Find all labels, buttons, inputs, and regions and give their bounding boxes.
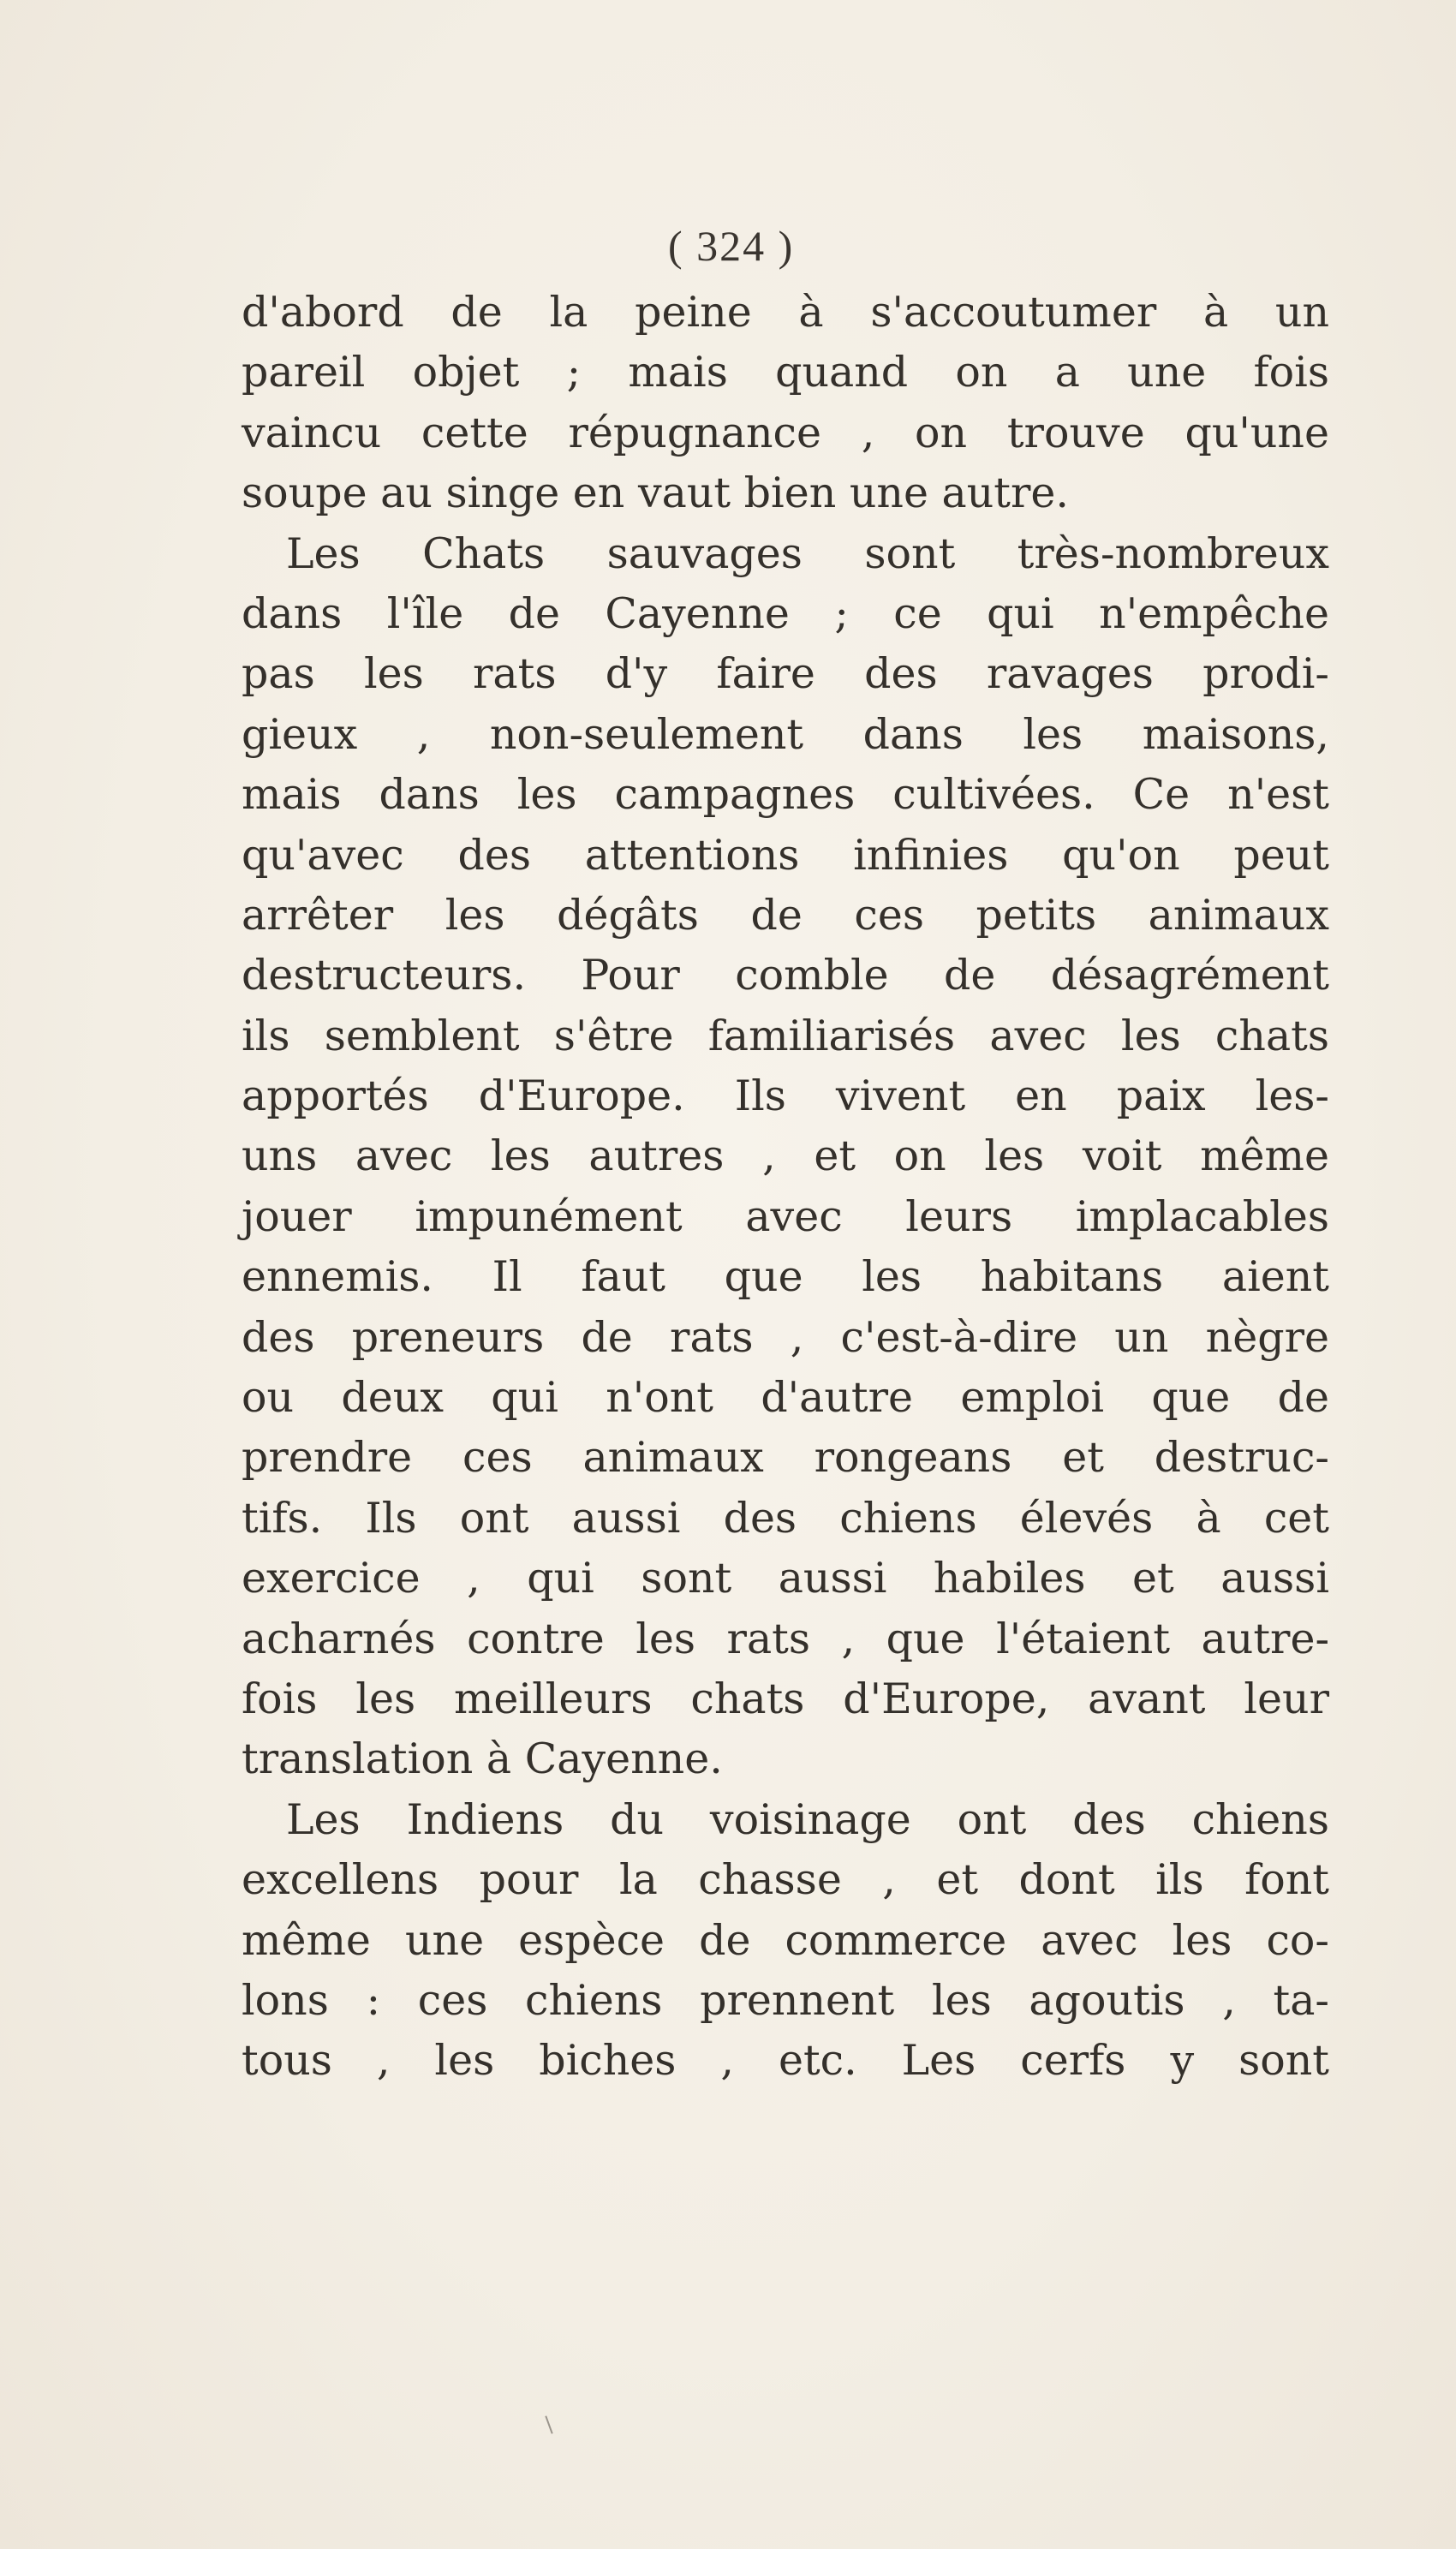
text-line: dans l'île de Cayenne ; ce qui n'empêche — [242, 588, 1329, 638]
text-line: lons : ces chiens prennent les agoutis , ta- — [242, 1975, 1329, 2025]
text-line: excellens pour la chasse , et dont ils font — [242, 1855, 1329, 1905]
ink-speck — [545, 2415, 552, 2433]
text-line: pas les rats d'y faire des ravages prodi- — [242, 649, 1329, 699]
text-line: mais dans les campagnes cultivées. Ce n'est — [242, 770, 1329, 820]
text-line: tous , les biches , etc. Les cerfs y sont — [242, 2036, 1329, 2086]
page-number: ( 324 ) — [668, 222, 795, 270]
text-line: vaincu cette répugnance , on trouve qu'une — [242, 408, 1329, 457]
text-line: pareil objet ; mais quand on a une fois — [242, 348, 1329, 397]
text-line: tifs. Ils ont aussi des chiens élevés à cet — [242, 1493, 1329, 1543]
text-line: exercice , qui sont aussi habiles et aussi — [242, 1554, 1329, 1603]
text-line: uns avec les autres , et on les voit même — [242, 1131, 1329, 1181]
text-line: qu'avec des attentions infinies qu'on peut — [242, 830, 1329, 880]
text-line: gieux , non-seulement dans les maisons, — [242, 709, 1329, 759]
text-line: d'abord de la peine à s'accoutumer à un — [242, 288, 1329, 337]
text-line: des preneurs de rats , c'est-à-dire un nègre — [242, 1312, 1329, 1362]
text-line: translation à Cayenne. — [242, 1734, 723, 1784]
text-line: soupe au singe en vaut bien une autre. — [242, 469, 1069, 518]
text-line: Les Indiens du voisinage ont des chiens — [286, 1794, 1329, 1844]
text-line: arrêter les dégâts de ces petits animaux — [242, 890, 1329, 940]
text-line: acharnés contre les rats , que l'étaient autre- — [242, 1614, 1329, 1663]
text-line: ennemis. Il faut que les habitans aient — [242, 1252, 1329, 1302]
text-line: fois les meilleurs chats d'Europe, avant leur — [242, 1674, 1329, 1723]
text-line: apportés d'Europe. Ils vivent en paix les- — [242, 1072, 1329, 1121]
text-line: Les Chats sauvages sont très-nombreux — [286, 528, 1329, 578]
body-text — [242, 283, 1329, 2092]
text-line: jouer impunément avec leurs implacables — [242, 1191, 1329, 1241]
text-line: ou deux qui n'ont d'autre emploi que de — [242, 1373, 1329, 1423]
text-line: prendre ces animaux rongeans et destruc- — [242, 1433, 1329, 1483]
text-line: destructeurs. Pour comble de désagrément — [242, 951, 1329, 1000]
text-line: ils semblent s'être familiarisés avec les chats — [242, 1011, 1329, 1060]
text-line: même une espèce de commerce avec les co- — [242, 1915, 1329, 1965]
